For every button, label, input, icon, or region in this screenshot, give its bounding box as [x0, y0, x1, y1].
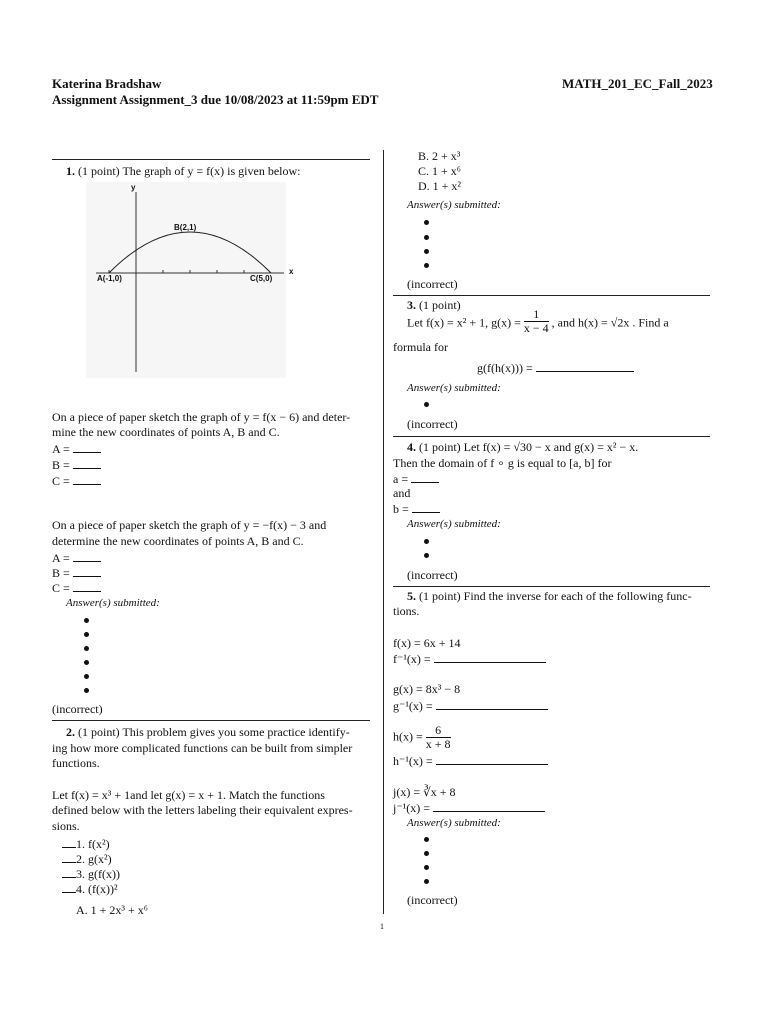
p5-f: f(x) = 6x + 14 [393, 636, 461, 650]
p1-part1-a-input[interactable] [73, 441, 101, 453]
graph-y-label: y [131, 183, 136, 192]
p2-line6: sions. [52, 819, 80, 833]
assignment-title: Assignment Assignment_3 due 10/08/2023 at 11:59pm EDT [52, 92, 379, 107]
p2-match-input-3[interactable] [62, 866, 76, 878]
p4-line2: Then the domain of f ∘ g is equal to [a, b] for [393, 456, 612, 470]
p5-j: j(x) = ∛x + 8 [393, 785, 456, 799]
p1-part2-b: B = [52, 565, 101, 581]
p2-answer-bullet [424, 235, 429, 240]
p3-answers-submitted: Answer(s) submitted: [407, 382, 501, 394]
p1-part1-c-input[interactable] [73, 473, 101, 485]
p1-part1-c: C = [52, 473, 101, 489]
p1-answer-bullet [84, 632, 89, 637]
graph-point-c-label: C(5,0) [250, 274, 273, 283]
p5-answer-bullet [424, 851, 429, 856]
p5-line2: tions. [393, 604, 420, 618]
p5-finv-input[interactable] [434, 651, 546, 663]
p1-part2-b-input[interactable] [73, 565, 101, 577]
p5-line1: 5. (1 point) Find the inverse for each of the following func- [407, 589, 692, 603]
p1-part1-b: B = [52, 457, 101, 473]
p1-part2-c: C = [52, 580, 101, 596]
p3-answer-bullet [424, 402, 429, 407]
student-name: Katerina Bradshaw [52, 76, 162, 91]
problem-2-rule [52, 720, 370, 721]
p2-answer-bullet [424, 249, 429, 254]
p2-line5: defined below with the letters labeling their equivalent expres- [52, 803, 353, 817]
p2-answers-submitted: Answer(s) submitted: [407, 199, 501, 211]
p1-answer-bullet [84, 674, 89, 679]
p2-option-d: D. 1 + x² [418, 179, 462, 193]
p1-part2-a-input[interactable] [73, 550, 101, 562]
p1-answers-submitted: Answer(s) submitted: [66, 597, 160, 609]
p2-match-input-2[interactable] [62, 851, 76, 863]
p5-answer-bullet [424, 837, 429, 842]
p1-part1-line2: mine the new coordinates of points A, B and C. [52, 425, 280, 439]
p5-answer-bullet [424, 865, 429, 870]
p5-g: g(x) = 8x³ − 8 [393, 682, 461, 696]
p1-status: (incorrect) [52, 702, 103, 716]
p2-match-input-4[interactable] [62, 881, 76, 893]
p1-part2-c-input[interactable] [73, 580, 101, 592]
p5-hinv-input[interactable] [436, 753, 548, 765]
p5-ginv: g⁻¹(x) = [393, 698, 548, 714]
p2-match-input-1[interactable] [62, 836, 76, 848]
p5-jinv-input[interactable] [433, 800, 545, 812]
p2-match-item: 1. f(x²) [62, 836, 110, 852]
p5-h: h(x) = $\frac{6}{x + 8}$ [393, 723, 451, 751]
p5-answer-bullet [424, 879, 429, 884]
p2-match-item: 3. g(f(x)) [62, 866, 120, 882]
p1-answer-bullet [84, 688, 89, 693]
p3-header: 3. (1 point) [407, 298, 461, 312]
p1-part2-a: A = [52, 550, 101, 566]
graph-point-b-label: B(2,1) [174, 223, 197, 232]
p2-option-a: A. 1 + 2x³ + x⁶ [76, 903, 148, 917]
p4-b: b = [393, 501, 440, 517]
p5-answers-submitted: Answer(s) submitted: [407, 817, 501, 829]
p4-b-input[interactable] [412, 501, 440, 513]
p3-let: Let f(x) = x² + 1, g(x) = $\frac{1}{x - 4}$ , and h(x) = √2x . Find a [407, 307, 669, 335]
problem-1-rule [52, 159, 370, 160]
p2-status: (incorrect) [407, 277, 458, 291]
p3-status: (incorrect) [407, 417, 458, 431]
column-divider [383, 150, 384, 914]
p2-match-item: 2. g(x²) [62, 851, 112, 867]
p2-line3: functions. [52, 756, 100, 770]
p5-ginv-input[interactable] [436, 698, 548, 710]
p4-a: a = [393, 471, 439, 487]
p1-part1-a: A = [52, 441, 101, 457]
p2-line4: Let f(x) = x³ + 1and let g(x) = x + 1. Match the functions [52, 788, 325, 802]
p2-answer-bullet [424, 220, 429, 225]
p5-status: (incorrect) [407, 893, 458, 907]
p1-answer-bullet [84, 618, 89, 623]
p5-hinv: h⁻¹(x) = [393, 753, 548, 769]
p4-answers-submitted: Answer(s) submitted: [407, 518, 501, 530]
problem-5-rule [393, 586, 710, 587]
p1-part2-line1: On a piece of paper sketch the graph of y = −f(x) − 3 and [52, 518, 327, 532]
p2-option-c: C. 1 + x⁶ [418, 164, 461, 178]
p1-part1-b-input[interactable] [73, 457, 101, 469]
problem-4-rule [393, 436, 710, 437]
course-code: MATH_201_EC_Fall_2023 [562, 76, 713, 91]
problem-1-intro: 1. (1 point) The graph of y = f(x) is given below: [66, 164, 301, 178]
p2-option-b: B. 2 + x³ [418, 149, 461, 163]
p5-jinv: j⁻¹(x) = [393, 800, 545, 816]
p1-answer-bullet [84, 646, 89, 651]
p2-line1: 2. (1 point) This problem gives you some practice identify- [66, 725, 350, 739]
graph-point-a-label: A(-1,0) [97, 274, 122, 283]
p3-formula-for: formula for [393, 340, 448, 354]
p1-answer-bullet [84, 660, 89, 665]
p4-line1: 4. (1 point) Let f(x) = √30 − x and g(x) = x² − x. [407, 440, 639, 454]
p2-line2: ing how more complicated functions can be built from simpler [52, 741, 353, 755]
page-number: 1 [380, 922, 384, 931]
p1-part2-line2: determine the new coordinates of points A, B and C. [52, 534, 304, 548]
p4-status: (incorrect) [407, 568, 458, 582]
p2-answer-bullet [424, 263, 429, 268]
p4-and: and [393, 486, 411, 500]
problem-3-rule [393, 295, 710, 296]
p4-a-input[interactable] [411, 471, 439, 483]
p4-answer-bullet [424, 553, 429, 558]
p3-answer-input[interactable] [536, 360, 634, 372]
graph-x-label: x [289, 267, 294, 276]
p1-part1-line1: On a piece of paper sketch the graph of y = f(x − 6) and deter- [52, 410, 351, 424]
p4-answer-bullet [424, 539, 429, 544]
p3-expr: g(f(h(x))) = [477, 360, 634, 376]
p2-match-item: 4. (f(x))² [62, 881, 118, 897]
p5-finv: f⁻¹(x) = [393, 651, 546, 667]
